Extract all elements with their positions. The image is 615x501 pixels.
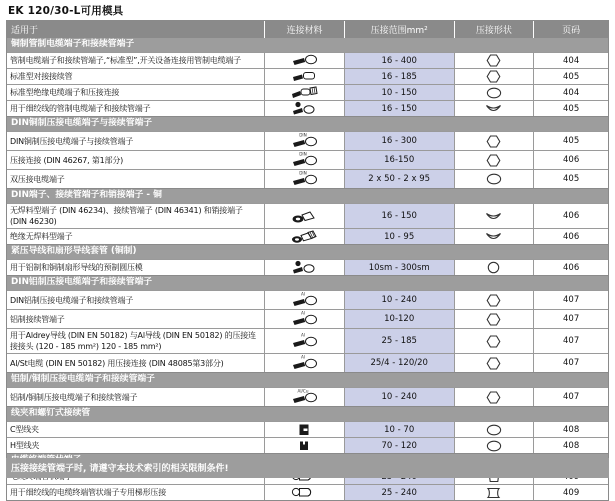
butt-connector-icon [290, 69, 320, 84]
crimp-range-cell [344, 329, 454, 353]
applicable-for-text: 压接连接 (DIN 46267, 第1部分) [10, 155, 124, 165]
page-number: 408 [533, 422, 608, 437]
crimp-shape-cell [454, 438, 534, 453]
page-number: 406 [533, 151, 608, 169]
crimp-range-value: 25/4 - 120/20 [370, 358, 428, 368]
page-number: 404 [533, 85, 608, 100]
connection-material-icon [264, 101, 344, 116]
crimp-range-cell [344, 204, 454, 228]
hexagon-shape-icon [486, 357, 501, 370]
crimp-range-cell [344, 310, 454, 328]
crimp-shape-cell [454, 354, 534, 372]
crimp-shape-cell [454, 85, 534, 100]
page-number: 407 [533, 388, 608, 406]
lug-icon [290, 132, 320, 150]
connection-material-icon [264, 310, 344, 328]
table-row [7, 228, 608, 244]
crimp-range-value: 10sm - 300sm [368, 262, 430, 273]
table-row [7, 259, 608, 275]
table-row [7, 309, 608, 328]
lug-icon [290, 354, 320, 372]
lug-icon [290, 151, 320, 169]
crimp-shape-cell [454, 388, 534, 406]
h-clamp-icon [290, 438, 320, 453]
crimp-range-value: 25 - 185 [381, 336, 417, 346]
column-header-page: 页码 [533, 21, 608, 38]
solderless-insulated-icon [290, 229, 320, 244]
oval-shape-icon [486, 424, 502, 436]
connection-material-icon [264, 229, 344, 244]
crimp-range-cell [344, 151, 454, 169]
table-row [7, 290, 608, 309]
svg-text:Al: Al [300, 310, 305, 316]
crimp-range-value: 2 x 50 - 2 x 95 [368, 174, 431, 184]
footer-notice: 压接接续管端子时, 请遵守本技术索引的相关限制条件! [6, 458, 609, 478]
crimp-shape-cell [454, 101, 534, 116]
crimp-range-cell [344, 101, 454, 116]
page-number: 405 [533, 101, 608, 116]
page-number: 408 [533, 438, 608, 453]
crimp-range-cell [344, 132, 454, 150]
lug-fine-stranded-icon [290, 260, 320, 275]
section-header-row: DIN铜制压接电缆端子与接续管端子 [7, 116, 608, 131]
crimp-range-value: 16 - 185 [381, 71, 417, 82]
connection-material-icon [264, 260, 344, 275]
section-header-row: 紧压导线和扇形导线套管 (铜制) [7, 244, 608, 259]
catalog-page [0, 3, 615, 498]
hexagon-shape-icon [486, 391, 501, 404]
column-header-shape: 压接形状 [454, 21, 534, 38]
applicable-for-text: 绝缘无焊料型端子 [10, 232, 73, 241]
page-number: 406 [533, 204, 608, 228]
section-header-row: 铝制/铜制压接电缆端子和接续管端子 [7, 372, 608, 387]
connection-material-icon [264, 132, 344, 150]
c-clamp-icon [290, 422, 320, 437]
crimp-range-value: 10 - 240 [381, 295, 417, 305]
page-number: 407 [533, 354, 608, 372]
crimp-shape-cell [454, 170, 534, 188]
crimp-range-cell [344, 354, 454, 372]
connection-material-icon [264, 388, 344, 406]
table-body [7, 38, 608, 500]
hexagon-shape-icon [486, 154, 501, 167]
column-header-range: 压接范围mm² [344, 21, 454, 38]
applicable-for-text: 标准型绝缘电缆端子和压接连接 [10, 88, 120, 97]
table-row [7, 52, 608, 68]
crimp-shape-cell [454, 132, 534, 150]
connection-material-icon [264, 291, 344, 309]
crimp-range-cell [344, 388, 454, 406]
connection-material-icon [264, 329, 344, 353]
connection-material-icon [264, 485, 344, 500]
crimp-range-value: 16-150 [384, 155, 415, 165]
crimp-range-value: 70 - 120 [381, 440, 417, 451]
die-table [6, 20, 609, 501]
applicable-for-text: 用于Aldrey导线 (DIN EN 50182) 与Al导线 (DIN EN 50182) 的压接连接接头 (120 - 185 mm²) 120 - 185 mm²) [10, 331, 256, 351]
hexagon-shape-icon [486, 294, 501, 307]
crimp-shape-cell [454, 151, 534, 169]
table-header-row [7, 21, 608, 38]
crimp-range-value: 16 - 300 [381, 136, 417, 146]
crimp-range-value: 25 - 240 [381, 487, 417, 498]
page-number: 405 [533, 132, 608, 150]
crimp-range-cell [344, 485, 454, 500]
column-header-material: 连接材料 [264, 21, 344, 38]
table-row [7, 68, 608, 84]
tube-terminal-icon [290, 485, 320, 500]
table-row [7, 328, 608, 353]
table-row [7, 421, 608, 437]
applicable-for-text: Al/St电缆 (DIN EN 50182) 用压接连接 (DIN 48085第3部分) [10, 358, 224, 368]
applicable-for-text: 用于铝制和铜制扇形导线的预制圆压模 [10, 263, 143, 272]
page-title: EK 120/30-L可用模具 [8, 5, 124, 17]
hexagon-shape-icon [486, 135, 501, 148]
crimp-shape-cell [454, 260, 534, 275]
crimp-range-value: 10 - 95 [384, 231, 415, 242]
hexagon-shape-icon [486, 313, 501, 326]
connection-material-icon [264, 422, 344, 437]
crimp-range-value: 10-120 [384, 314, 415, 324]
table-row [7, 169, 608, 188]
lug-icon [290, 310, 320, 328]
hexagon-shape-icon [486, 70, 501, 83]
crimp-shape-cell [454, 485, 534, 500]
crimp-range-cell [344, 53, 454, 68]
page-number: 407 [533, 291, 608, 309]
crimp-range-value: 16 - 150 [381, 211, 417, 221]
crimp-range-value: 16 - 150 [381, 103, 417, 114]
page-number: 405 [533, 69, 608, 84]
page-number: 407 [533, 329, 608, 353]
table-row [7, 353, 608, 372]
crescent-shape-icon [485, 103, 502, 114]
lug-insulated-icon [290, 85, 320, 100]
column-header-applicable: 适用于 [11, 26, 39, 36]
connection-material-icon [264, 354, 344, 372]
hexagon-shape-icon [486, 335, 501, 348]
applicable-for-text: 用于细绞线的电缆终端管状端子专用梯形压接 [10, 488, 166, 497]
table-row [7, 437, 608, 453]
table-row [7, 150, 608, 169]
crimp-range-cell [344, 260, 454, 275]
svg-text:DIN: DIN [298, 151, 307, 157]
crimp-range-value: 10 - 240 [381, 392, 417, 402]
lug-icon [290, 332, 320, 350]
table-row [7, 484, 608, 500]
page-number: 405 [533, 170, 608, 188]
page-number: 406 [533, 229, 608, 244]
notched-square-shape-icon [486, 487, 501, 499]
svg-text:Al: Al [300, 332, 305, 338]
lug-icon [290, 170, 320, 188]
lug-fine-stranded-icon [290, 101, 320, 116]
svg-text:Al: Al [300, 354, 305, 360]
page-number: 404 [533, 53, 608, 68]
applicable-for-text: H型线夹 [10, 441, 40, 450]
oval-shape-icon [486, 440, 502, 452]
applicable-for-text: 铝制/铜制压接电缆端子和接续管端子 [10, 392, 138, 402]
page-number: 407 [533, 310, 608, 328]
svg-text:DIN: DIN [298, 132, 307, 138]
crimp-shape-cell [454, 53, 534, 68]
table-row [7, 387, 608, 406]
applicable-for-text: 管制电缆端子和接续管端子,“标准型”,开关设备连接用管制电缆端子 [10, 56, 241, 65]
crimp-range-value: 16 - 400 [381, 55, 417, 66]
svg-text:DIN: DIN [298, 170, 307, 176]
crimp-shape-cell [454, 329, 534, 353]
connection-material-icon [264, 69, 344, 84]
crimp-range-cell [344, 85, 454, 100]
section-header-row: DIN铝制压接电缆端子和接续管端子 [7, 275, 608, 290]
page-number: 406 [533, 260, 608, 275]
lug-icon [290, 388, 320, 406]
section-header-row: 铜制管制电缆端子和接续管端子 [7, 38, 608, 52]
table-row [7, 131, 608, 150]
crimp-range-cell [344, 69, 454, 84]
lug-icon [290, 291, 320, 309]
oval-shape-icon [486, 87, 502, 99]
applicable-for-text: 标准型对接接续管 [10, 72, 73, 81]
table-row [7, 203, 608, 228]
crescent-shape-icon [485, 231, 502, 242]
applicable-for-text: DIN铜制压接电缆端子与接续管端子 [10, 136, 134, 146]
applicable-for-text: 无焊料型端子 (DIN 46234)、接续管端子 (DIN 46341) 和销接端子 (DIN 46230) [10, 206, 243, 226]
crimp-range-cell [344, 291, 454, 309]
svg-text:Al/Cu: Al/Cu [297, 388, 309, 394]
crescent-shape-icon [485, 211, 502, 222]
crimp-range-value: 10 - 70 [384, 424, 415, 435]
table-row [7, 100, 608, 116]
crimp-shape-cell [454, 69, 534, 84]
crimp-shape-cell [454, 291, 534, 309]
page-number: 409 [533, 485, 608, 500]
crimp-shape-cell [454, 229, 534, 244]
lug-icon [290, 53, 320, 68]
circle-shape-icon [487, 261, 500, 274]
crimp-shape-cell [454, 310, 534, 328]
applicable-for-text: 双压接电缆端子 [10, 174, 65, 184]
crimp-range-cell [344, 438, 454, 453]
table-row [7, 84, 608, 100]
crimp-range-cell [344, 229, 454, 244]
crimp-shape-cell [454, 422, 534, 437]
applicable-for-text: 用于细绞线的管制电缆端子和接续管端子 [10, 104, 151, 113]
connection-material-icon [264, 170, 344, 188]
oval-shape-icon [486, 173, 502, 185]
section-header-row: 线夹和螺钉式接续管 [7, 406, 608, 421]
crimp-range-cell [344, 422, 454, 437]
crimp-range-cell [344, 170, 454, 188]
section-header-row: DIN端子、接续管端子和销接端子 - 铜 [7, 188, 608, 203]
solderless-terminal-icon [290, 209, 320, 224]
applicable-for-text: C型线夹 [10, 425, 39, 434]
connection-material-icon [264, 53, 344, 68]
connection-material-icon [264, 204, 344, 228]
applicable-for-text: 铝制接续管端子 [10, 314, 65, 324]
svg-text:Al: Al [300, 291, 305, 297]
hexagon-shape-icon [486, 54, 501, 67]
crimp-shape-cell [454, 204, 534, 228]
connection-material-icon [264, 151, 344, 169]
connection-material-icon [264, 438, 344, 453]
crimp-range-value: 10 - 150 [381, 87, 417, 98]
applicable-for-text: DIN铝制压接电缆端子和接续管端子 [10, 295, 134, 305]
connection-material-icon [264, 85, 344, 100]
